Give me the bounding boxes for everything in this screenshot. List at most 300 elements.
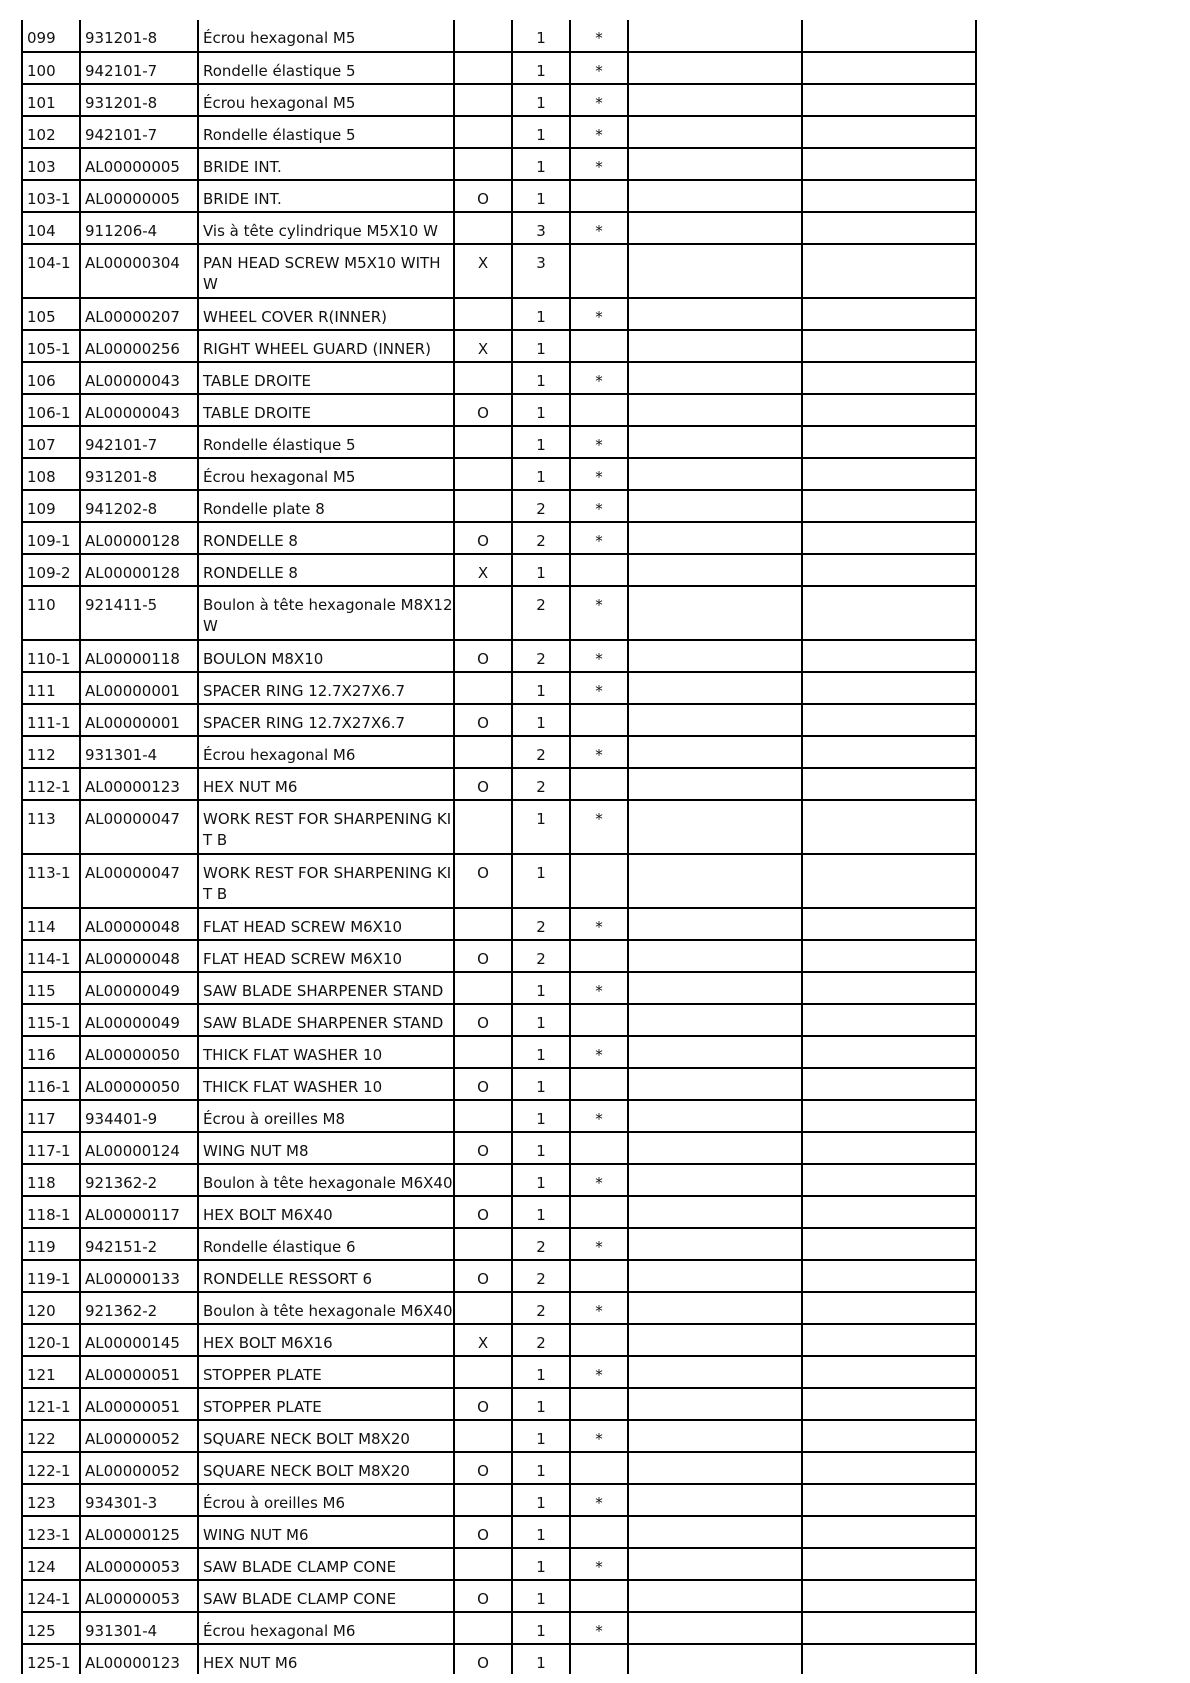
quantity-cell: 1 <box>512 458 570 490</box>
quantity-cell: 1 <box>512 854 570 908</box>
table-row <box>22 1196 976 1228</box>
remarks-cell <box>802 244 976 298</box>
required-marker-cell <box>570 1260 628 1292</box>
quantity-cell: 1 <box>512 298 570 330</box>
table-row <box>22 1452 976 1484</box>
part-code-cell: 931201-8 <box>80 458 198 490</box>
variant-mark-cell <box>454 84 512 116</box>
table-row <box>22 736 976 768</box>
part-description-cell: Vis à tête cylindrique M5X10 W <box>198 212 454 244</box>
remarks-cell <box>802 1452 976 1484</box>
remarks-cell <box>802 586 976 640</box>
remarks-cell <box>802 972 976 1004</box>
variant-mark-cell <box>454 148 512 180</box>
part-description-cell: Rondelle élastique 5 <box>198 52 454 84</box>
table-row <box>22 426 976 458</box>
variant-mark-cell <box>454 1100 512 1132</box>
variant-mark-cell <box>454 116 512 148</box>
quantity-cell: 1 <box>512 800 570 854</box>
quantity-cell: 1 <box>512 1196 570 1228</box>
variant-mark-cell <box>454 20 512 52</box>
quantity-cell: 1 <box>512 1164 570 1196</box>
part-number-cell: 101 <box>22 84 80 116</box>
remarks-cell <box>802 394 976 426</box>
part-description-cell: Rondelle élastique 5 <box>198 426 454 458</box>
required-marker-cell: * <box>570 362 628 394</box>
part-code-cell: AL00000048 <box>80 908 198 940</box>
part-number-cell: 122 <box>22 1420 80 1452</box>
variant-mark-cell: O <box>454 1388 512 1420</box>
variant-mark-cell <box>454 586 512 640</box>
part-code-cell: AL00000049 <box>80 972 198 1004</box>
variant-mark-cell <box>454 672 512 704</box>
part-number-cell: 114 <box>22 908 80 940</box>
part-code-cell: AL00000304 <box>80 244 198 298</box>
quantity-cell: 1 <box>512 148 570 180</box>
variant-mark-cell <box>454 490 512 522</box>
part-number-cell: 125 <box>22 1612 80 1644</box>
remarks-cell <box>802 458 976 490</box>
remarks-cell <box>802 854 976 908</box>
variant-mark-cell <box>454 362 512 394</box>
part-number-cell: 113 <box>22 800 80 854</box>
remarks-cell <box>802 768 976 800</box>
quantity-cell: 1 <box>512 394 570 426</box>
part-description-cell: Écrou hexagonal M5 <box>198 458 454 490</box>
required-marker-cell <box>570 1516 628 1548</box>
part-description-cell: HEX BOLT M6X16 <box>198 1324 454 1356</box>
table-row <box>22 1580 976 1612</box>
table-row <box>22 704 976 736</box>
notes-cell <box>628 1164 802 1196</box>
quantity-cell: 1 <box>512 672 570 704</box>
table-row <box>22 1260 976 1292</box>
quantity-cell: 1 <box>512 116 570 148</box>
remarks-cell <box>802 1132 976 1164</box>
part-code-cell: 942101-7 <box>80 116 198 148</box>
part-number-cell: 110 <box>22 586 80 640</box>
notes-cell <box>628 1644 802 1674</box>
required-marker-cell: * <box>570 586 628 640</box>
part-code-cell: 911206-4 <box>80 212 198 244</box>
notes-cell <box>628 1452 802 1484</box>
part-number-cell: 099 <box>22 20 80 52</box>
required-marker-cell: * <box>570 1484 628 1516</box>
part-number-cell: 102 <box>22 116 80 148</box>
remarks-cell <box>802 20 976 52</box>
table-row <box>22 20 976 52</box>
part-description-cell: RONDELLE 8 <box>198 554 454 586</box>
notes-cell <box>628 1548 802 1580</box>
part-description-cell: SPACER RING 12.7X27X6.7 <box>198 672 454 704</box>
part-number-cell: 112 <box>22 736 80 768</box>
quantity-cell: 2 <box>512 490 570 522</box>
remarks-cell <box>802 1388 976 1420</box>
part-code-cell: AL00000052 <box>80 1420 198 1452</box>
table-row <box>22 586 976 640</box>
remarks-cell <box>802 180 976 212</box>
quantity-cell: 2 <box>512 940 570 972</box>
part-description-cell: TABLE DROITE <box>198 362 454 394</box>
remarks-cell <box>802 1516 976 1548</box>
required-marker-cell: * <box>570 1548 628 1580</box>
notes-cell <box>628 1484 802 1516</box>
table-row <box>22 1484 976 1516</box>
required-marker-cell: * <box>570 908 628 940</box>
notes-cell <box>628 362 802 394</box>
variant-mark-cell: X <box>454 554 512 586</box>
variant-mark-cell: O <box>454 1644 512 1674</box>
notes-cell <box>628 1260 802 1292</box>
part-code-cell: 921362-2 <box>80 1164 198 1196</box>
variant-mark-cell <box>454 1548 512 1580</box>
quantity-cell: 2 <box>512 640 570 672</box>
variant-mark-cell: X <box>454 1324 512 1356</box>
part-description-cell: STOPPER PLATE <box>198 1356 454 1388</box>
notes-cell <box>628 1292 802 1324</box>
part-code-cell: AL00000118 <box>80 640 198 672</box>
required-marker-cell: * <box>570 640 628 672</box>
remarks-cell <box>802 1164 976 1196</box>
part-description-cell: FLAT HEAD SCREW M6X10 <box>198 908 454 940</box>
part-number-cell: 114-1 <box>22 940 80 972</box>
table-row <box>22 330 976 362</box>
variant-mark-cell: O <box>454 704 512 736</box>
part-description-cell: SQUARE NECK BOLT M8X20 <box>198 1452 454 1484</box>
variant-mark-cell: O <box>454 1580 512 1612</box>
quantity-cell: 3 <box>512 244 570 298</box>
variant-mark-cell <box>454 52 512 84</box>
quantity-cell: 2 <box>512 1324 570 1356</box>
part-code-cell: AL00000125 <box>80 1516 198 1548</box>
variant-mark-cell: O <box>454 1516 512 1548</box>
required-marker-cell <box>570 1388 628 1420</box>
part-number-cell: 125-1 <box>22 1644 80 1674</box>
part-number-cell: 118 <box>22 1164 80 1196</box>
notes-cell <box>628 522 802 554</box>
notes-cell <box>628 586 802 640</box>
table-row <box>22 1132 976 1164</box>
remarks-cell <box>802 1068 976 1100</box>
part-number-cell: 106 <box>22 362 80 394</box>
notes-cell <box>628 640 802 672</box>
part-number-cell: 111-1 <box>22 704 80 736</box>
notes-cell <box>628 1580 802 1612</box>
required-marker-cell: * <box>570 426 628 458</box>
quantity-cell: 1 <box>512 1100 570 1132</box>
required-marker-cell <box>570 1132 628 1164</box>
parts-list-table <box>21 20 977 1674</box>
part-number-cell: 124 <box>22 1548 80 1580</box>
part-description-cell: RONDELLE 8 <box>198 522 454 554</box>
table-row <box>22 1356 976 1388</box>
remarks-cell <box>802 1100 976 1132</box>
quantity-cell: 2 <box>512 522 570 554</box>
part-number-cell: 109-1 <box>22 522 80 554</box>
remarks-cell <box>802 672 976 704</box>
part-description-cell: PAN HEAD SCREW M5X10 WITH W <box>198 244 454 298</box>
part-number-cell: 104 <box>22 212 80 244</box>
part-description-cell: WING NUT M6 <box>198 1516 454 1548</box>
required-marker-cell: * <box>570 1228 628 1260</box>
remarks-cell <box>802 1644 976 1674</box>
notes-cell <box>628 972 802 1004</box>
variant-mark-cell: O <box>454 1132 512 1164</box>
variant-mark-cell: O <box>454 1196 512 1228</box>
required-marker-cell: * <box>570 672 628 704</box>
notes-cell <box>628 148 802 180</box>
part-number-cell: 115-1 <box>22 1004 80 1036</box>
required-marker-cell <box>570 180 628 212</box>
part-code-cell: AL00000052 <box>80 1452 198 1484</box>
remarks-cell <box>802 940 976 972</box>
required-marker-cell: * <box>570 212 628 244</box>
quantity-cell: 1 <box>512 1068 570 1100</box>
notes-cell <box>628 394 802 426</box>
required-marker-cell <box>570 244 628 298</box>
part-description-cell: Rondelle élastique 5 <box>198 116 454 148</box>
notes-cell <box>628 1196 802 1228</box>
quantity-cell: 2 <box>512 1292 570 1324</box>
remarks-cell <box>802 1228 976 1260</box>
table-row <box>22 458 976 490</box>
quantity-cell: 1 <box>512 704 570 736</box>
part-code-cell: 942101-7 <box>80 52 198 84</box>
quantity-cell: 1 <box>512 362 570 394</box>
notes-cell <box>628 736 802 768</box>
table-row <box>22 1292 976 1324</box>
part-description-cell: HEX NUT M6 <box>198 768 454 800</box>
required-marker-cell: * <box>570 458 628 490</box>
notes-cell <box>628 490 802 522</box>
part-code-cell: AL00000124 <box>80 1132 198 1164</box>
variant-mark-cell <box>454 1228 512 1260</box>
part-number-cell: 103-1 <box>22 180 80 212</box>
required-marker-cell: * <box>570 1356 628 1388</box>
variant-mark-cell: O <box>454 854 512 908</box>
remarks-cell <box>802 736 976 768</box>
part-description-cell: WHEEL COVER R(INNER) <box>198 298 454 330</box>
quantity-cell: 1 <box>512 52 570 84</box>
required-marker-cell: * <box>570 490 628 522</box>
table-row <box>22 180 976 212</box>
quantity-cell: 1 <box>512 1132 570 1164</box>
notes-cell <box>628 672 802 704</box>
part-description-cell: BRIDE INT. <box>198 148 454 180</box>
remarks-cell <box>802 1292 976 1324</box>
part-description-cell: Rondelle élastique 6 <box>198 1228 454 1260</box>
remarks-cell <box>802 1356 976 1388</box>
part-description-cell: THICK FLAT WASHER 10 <box>198 1036 454 1068</box>
required-marker-cell <box>570 1196 628 1228</box>
part-description-cell: Écrou hexagonal M5 <box>198 20 454 52</box>
required-marker-cell: * <box>570 1100 628 1132</box>
notes-cell <box>628 1356 802 1388</box>
variant-mark-cell: O <box>454 1452 512 1484</box>
variant-mark-cell: O <box>454 640 512 672</box>
part-code-cell: AL00000207 <box>80 298 198 330</box>
part-code-cell: AL00000048 <box>80 940 198 972</box>
table-row <box>22 908 976 940</box>
remarks-cell <box>802 640 976 672</box>
quantity-cell: 2 <box>512 736 570 768</box>
part-description-cell: SAW BLADE CLAMP CONE <box>198 1580 454 1612</box>
part-number-cell: 109 <box>22 490 80 522</box>
part-description-cell: Boulon à tête hexagonale M8X12 W <box>198 586 454 640</box>
part-code-cell: AL00000043 <box>80 362 198 394</box>
part-code-cell: AL00000001 <box>80 704 198 736</box>
part-code-cell: AL00000050 <box>80 1068 198 1100</box>
variant-mark-cell: O <box>454 180 512 212</box>
remarks-cell <box>802 704 976 736</box>
notes-cell <box>628 84 802 116</box>
remarks-cell <box>802 554 976 586</box>
notes-cell <box>628 854 802 908</box>
part-code-cell: AL00000133 <box>80 1260 198 1292</box>
variant-mark-cell: O <box>454 1004 512 1036</box>
part-description-cell: Boulon à tête hexagonale M6X40 <box>198 1164 454 1196</box>
part-code-cell: 934401-9 <box>80 1100 198 1132</box>
remarks-cell <box>802 522 976 554</box>
part-description-cell: Boulon à tête hexagonale M6X40 <box>198 1292 454 1324</box>
notes-cell <box>628 768 802 800</box>
part-description-cell: WORK REST FOR SHARPENING KI T B <box>198 854 454 908</box>
part-description-cell: STOPPER PLATE <box>198 1388 454 1420</box>
remarks-cell <box>802 1004 976 1036</box>
quantity-cell: 1 <box>512 1580 570 1612</box>
part-code-cell: 931201-8 <box>80 20 198 52</box>
quantity-cell: 1 <box>512 1644 570 1674</box>
part-number-cell: 109-2 <box>22 554 80 586</box>
table-row <box>22 972 976 1004</box>
remarks-cell <box>802 212 976 244</box>
remarks-cell <box>802 148 976 180</box>
notes-cell <box>628 1132 802 1164</box>
table-row <box>22 1516 976 1548</box>
remarks-cell <box>802 116 976 148</box>
part-description-cell: SQUARE NECK BOLT M8X20 <box>198 1420 454 1452</box>
part-code-cell: AL00000047 <box>80 854 198 908</box>
table-row <box>22 800 976 854</box>
notes-cell <box>628 1324 802 1356</box>
table-row <box>22 1100 976 1132</box>
remarks-cell <box>802 1420 976 1452</box>
variant-mark-cell: O <box>454 940 512 972</box>
remarks-cell <box>802 1580 976 1612</box>
part-code-cell: AL00000049 <box>80 1004 198 1036</box>
remarks-cell <box>802 1260 976 1292</box>
table-row <box>22 768 976 800</box>
part-description-cell: FLAT HEAD SCREW M6X10 <box>198 940 454 972</box>
table-row <box>22 490 976 522</box>
part-description-cell: BRIDE INT. <box>198 180 454 212</box>
remarks-cell <box>802 1196 976 1228</box>
quantity-cell: 1 <box>512 972 570 1004</box>
variant-mark-cell <box>454 426 512 458</box>
part-code-cell: 942101-7 <box>80 426 198 458</box>
part-number-cell: 100 <box>22 52 80 84</box>
quantity-cell: 2 <box>512 768 570 800</box>
remarks-cell <box>802 52 976 84</box>
variant-mark-cell <box>454 972 512 1004</box>
part-code-cell: 941202-8 <box>80 490 198 522</box>
table-row <box>22 1420 976 1452</box>
part-code-cell: 931201-8 <box>80 84 198 116</box>
required-marker-cell <box>570 1004 628 1036</box>
part-number-cell: 120-1 <box>22 1324 80 1356</box>
table-row <box>22 84 976 116</box>
part-number-cell: 121-1 <box>22 1388 80 1420</box>
variant-mark-cell: O <box>454 522 512 554</box>
part-description-cell: THICK FLAT WASHER 10 <box>198 1068 454 1100</box>
quantity-cell: 1 <box>512 1004 570 1036</box>
required-marker-cell <box>570 1068 628 1100</box>
table-row <box>22 940 976 972</box>
notes-cell <box>628 1420 802 1452</box>
required-marker-cell <box>570 554 628 586</box>
quantity-cell: 1 <box>512 330 570 362</box>
part-number-cell: 105 <box>22 298 80 330</box>
table-row <box>22 640 976 672</box>
required-marker-cell: * <box>570 20 628 52</box>
variant-mark-cell: O <box>454 768 512 800</box>
table-row <box>22 1036 976 1068</box>
part-description-cell: WING NUT M8 <box>198 1132 454 1164</box>
part-code-cell: AL00000005 <box>80 148 198 180</box>
quantity-cell: 2 <box>512 1228 570 1260</box>
quantity-cell: 1 <box>512 180 570 212</box>
part-description-cell: TABLE DROITE <box>198 394 454 426</box>
remarks-cell <box>802 1484 976 1516</box>
quantity-cell: 1 <box>512 1612 570 1644</box>
required-marker-cell <box>570 1644 628 1674</box>
remarks-cell <box>802 490 976 522</box>
table-row <box>22 244 976 298</box>
part-description-cell: Écrou hexagonal M6 <box>198 736 454 768</box>
notes-cell <box>628 1612 802 1644</box>
quantity-cell: 1 <box>512 1036 570 1068</box>
notes-cell <box>628 554 802 586</box>
table-row <box>22 212 976 244</box>
required-marker-cell: * <box>570 298 628 330</box>
remarks-cell <box>802 1324 976 1356</box>
variant-mark-cell <box>454 1420 512 1452</box>
part-number-cell: 122-1 <box>22 1452 80 1484</box>
part-number-cell: 105-1 <box>22 330 80 362</box>
quantity-cell: 3 <box>512 212 570 244</box>
notes-cell <box>628 1068 802 1100</box>
part-number-cell: 111 <box>22 672 80 704</box>
required-marker-cell: * <box>570 116 628 148</box>
notes-cell <box>628 1004 802 1036</box>
part-code-cell: AL00000123 <box>80 1644 198 1674</box>
table-row <box>22 1004 976 1036</box>
quantity-cell: 2 <box>512 908 570 940</box>
variant-mark-cell <box>454 908 512 940</box>
table-row <box>22 672 976 704</box>
part-number-cell: 112-1 <box>22 768 80 800</box>
required-marker-cell <box>570 768 628 800</box>
part-description-cell: SAW BLADE SHARPENER STAND <box>198 972 454 1004</box>
required-marker-cell <box>570 1324 628 1356</box>
table-row <box>22 1164 976 1196</box>
notes-cell <box>628 298 802 330</box>
quantity-cell: 1 <box>512 1388 570 1420</box>
quantity-cell: 2 <box>512 586 570 640</box>
required-marker-cell: * <box>570 1420 628 1452</box>
part-number-cell: 116 <box>22 1036 80 1068</box>
part-number-cell: 118-1 <box>22 1196 80 1228</box>
